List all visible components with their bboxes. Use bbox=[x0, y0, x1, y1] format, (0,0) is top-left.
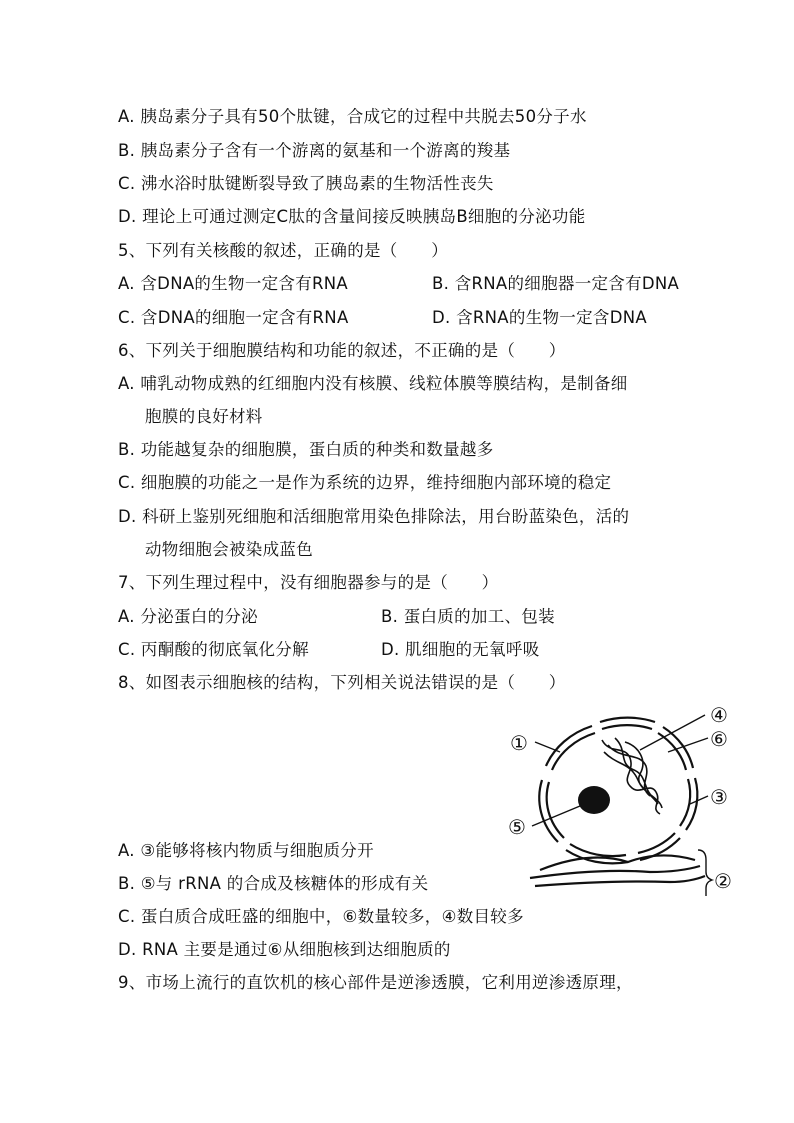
q5-option-c: C. 含DNA的细胞一定含有RNA bbox=[118, 308, 349, 327]
q8-option-c: C. 蛋白质合成旺盛的细胞中，⑥数量较多，④数目较多 bbox=[118, 907, 524, 926]
nuclear-envelope-segment bbox=[570, 844, 626, 856]
nuclear-envelope-segment bbox=[602, 725, 652, 729]
q4-option-a: A. 胰岛素分子具有50个肽键，合成它的过程中共脱去50分子水 bbox=[118, 107, 587, 126]
q7-stem: 7、下列生理过程中，没有细胞器参与的是（ ） bbox=[118, 573, 499, 592]
nucleus-structure-figure bbox=[500, 700, 745, 900]
q8-option-b: B. ⑤与 rRNA 的合成及核糖体的形成有关 bbox=[118, 874, 429, 893]
q6-option-a-line2: 胞膜的良好材料 bbox=[145, 407, 263, 426]
q6-option-b: B. 功能越复杂的细胞膜，蛋白质的种类和数量越多 bbox=[118, 440, 494, 459]
q6-option-d-line2: 动物细胞会被染成蓝色 bbox=[145, 540, 313, 559]
endoplasmic-reticulum bbox=[530, 866, 700, 878]
q8-stem: 8、如图表示细胞核的结构，下列相关说法错误的是（ ） bbox=[118, 673, 566, 692]
nuclear-envelope-segment bbox=[638, 833, 675, 853]
q4-option-d: D. 理论上可通过测定C肽的含量间接反映胰岛B细胞的分泌功能 bbox=[118, 207, 586, 226]
figure-label-3: ③ bbox=[710, 785, 728, 809]
q5-stem: 5、下列有关核酸的叙述，正确的是（ ） bbox=[118, 241, 448, 260]
q6-stem: 6、下列关于细胞膜结构和功能的叙述，不正确的是（ ） bbox=[118, 341, 566, 360]
nucleolus bbox=[578, 786, 610, 814]
nuclear-envelope-segment bbox=[680, 779, 690, 826]
figure-label-5: ⑤ bbox=[508, 815, 526, 839]
q7-option-d: D. 肌细胞的无氧呼吸 bbox=[381, 640, 540, 659]
nuclear-envelope-segment bbox=[600, 718, 655, 722]
figure-label-1: ① bbox=[510, 731, 528, 755]
figure-label-2: ② bbox=[714, 869, 732, 893]
figure-label-4: ④ bbox=[710, 703, 728, 727]
q8-option-a: A. ③能够将核内物质与细胞质分开 bbox=[118, 841, 374, 860]
q6-option-a-line1: A. 哺乳动物成熟的红细胞内没有核膜、线粒体膜等膜结构，是制备细 bbox=[118, 374, 628, 393]
endoplasmic-reticulum bbox=[535, 876, 705, 886]
q6-option-d-line1: D. 科研上鉴别死细胞和活细胞常用染色排除法，用台盼蓝染色，活的 bbox=[118, 507, 630, 526]
chromatin bbox=[602, 738, 662, 814]
q4-option-b: B. 胰岛素分子含有一个游离的氨基和一个游离的羧基 bbox=[118, 141, 511, 160]
q7-option-c: C. 丙酮酸的彻底氧化分解 bbox=[118, 640, 309, 659]
q9-stem: 9、市场上流行的直饮机的核心部件是逆渗透膜，它利用逆渗透原理， bbox=[118, 973, 633, 992]
q7-option-b: B. 蛋白质的加工、包装 bbox=[381, 607, 555, 626]
nuclear-envelope-segment bbox=[663, 727, 693, 768]
q7-option-a: A. 分泌蛋白的分泌 bbox=[118, 607, 258, 626]
q5-option-d: D. 含RNA的生物一定含DNA bbox=[432, 308, 647, 327]
q5-option-a: A. 含DNA的生物一定含有RNA bbox=[118, 274, 349, 293]
q8-option-d: D. RNA 主要是通过⑥从细胞核到达细胞质的 bbox=[118, 940, 451, 959]
figure-label-6: ⑥ bbox=[710, 727, 728, 751]
q5-option-b: B. 含RNA的细胞器一定含有DNA bbox=[432, 274, 680, 293]
q6-option-c: C. 细胞膜的功能之一是作为系统的边界，维持细胞内部环境的稳定 bbox=[118, 473, 612, 492]
q4-option-c: C. 沸水浴时肽键断裂导致了胰岛素的生物活性丧失 bbox=[118, 174, 494, 193]
